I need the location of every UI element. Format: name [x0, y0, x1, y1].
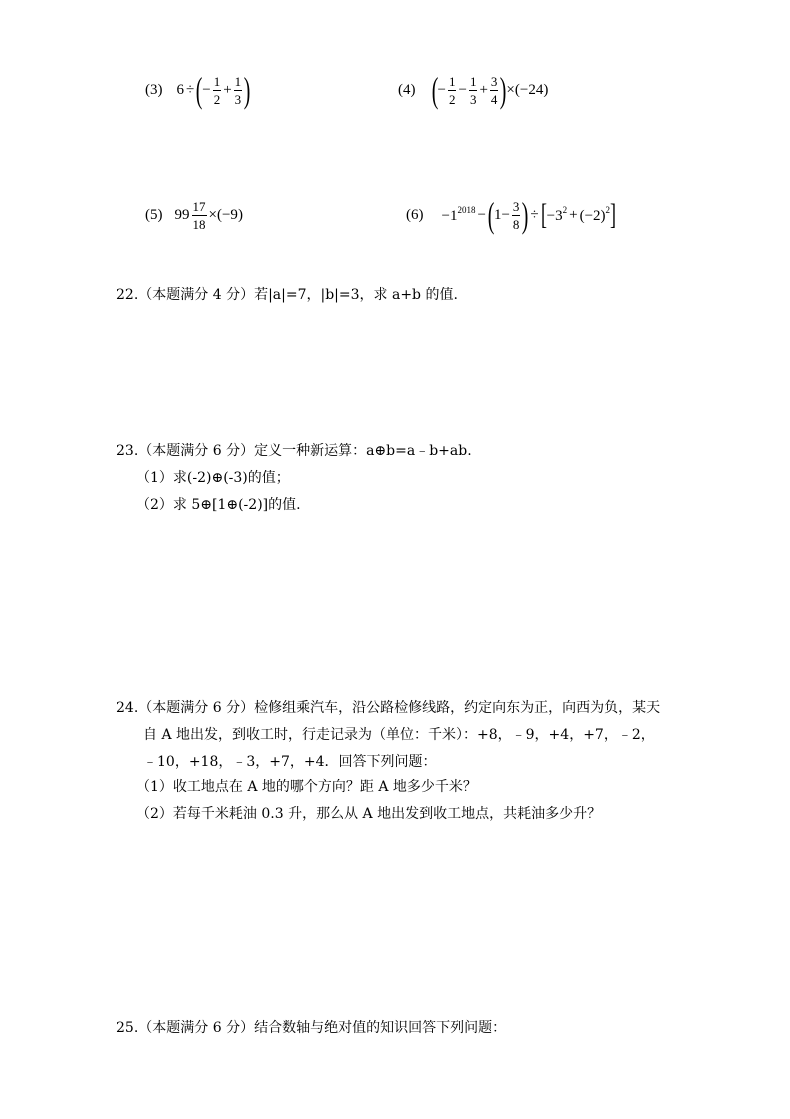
mixed-whole: 99	[174, 206, 190, 223]
plus-sign: +	[569, 206, 578, 223]
fraction-1-3: $\frac{1}{3}$	[234, 73, 242, 107]
question-22: 22.（本题满分 4 分）若|a|=7，|b|=3，求 a+b 的值.	[116, 287, 458, 303]
label-4: (4)	[398, 81, 416, 98]
fraction-3-4: $\frac{3}{4}$	[490, 73, 498, 107]
plus-sign: +	[479, 81, 488, 98]
p4-multiplier: (−24)	[514, 81, 549, 98]
question-23-sub-2: （2）求 5⊕[1⊕(-2)]的值.	[136, 497, 301, 513]
neg-three-squared: $-3^2$	[546, 205, 568, 224]
label-6: (6)	[406, 206, 424, 223]
paren-close: )	[500, 70, 507, 110]
fraction-1-2: $\frac{1}{2}$	[448, 73, 456, 107]
bracket-open: [	[540, 198, 547, 231]
problem-6	[406, 185, 616, 245]
label-3: (3)	[145, 81, 163, 98]
p6-div: ÷	[530, 206, 539, 223]
paren-close: )	[522, 195, 529, 235]
bracket-close: ]	[610, 198, 617, 231]
minus-sign: −	[458, 81, 467, 98]
p5-multiplier: (−9)	[216, 206, 243, 223]
paren-open: (	[195, 70, 203, 110]
problem-5	[145, 185, 243, 245]
question-25: 25.（本题满分 6 分）结合数轴与绝对值的知识回答下列问题：	[116, 1020, 507, 1036]
fraction-17-18: $\frac{17}{18}$	[192, 198, 206, 232]
question-23: 23.（本题满分 6 分）定义一种新运算：a⊕b=a﹣b+ab.	[116, 443, 472, 459]
question-23-sub-1: （1）求(-2)⊕(-3)的值；	[136, 470, 290, 486]
one: 1−	[493, 206, 510, 223]
fraction-1-3: $\frac{1}{3}$	[469, 73, 477, 107]
question-24-sub-2: （2）若每千米耗油 0.3 升，那么从 A 地出发到收工地点，共耗油多少升？	[136, 806, 602, 822]
plus-sign: +	[223, 81, 232, 98]
question-24-line-3: ﹣10，+18，﹣3，+7，+4．回答下列问题：	[143, 754, 437, 770]
problem-4	[398, 60, 548, 120]
question-24-line-2: 自 A 地出发，到收工时，行走记录为（单位：千米）：+8，﹣9，+4，+7，﹣2，	[143, 727, 655, 743]
neg-two-squared: $(-2)^2$	[579, 205, 611, 224]
minus-sign: −	[477, 206, 486, 223]
problem-3	[145, 60, 250, 120]
fraction-3-8: $\frac{3}{8}$	[512, 198, 520, 232]
paren-open: (	[431, 70, 438, 110]
question-24-line-1: 24.（本题满分 6 分）检修组乘汽车，沿公路检修线路，约定向东为正，向西为负，某天	[116, 700, 661, 716]
p3-div: ÷	[186, 81, 195, 98]
question-24-sub-1: （1）收工地点在 A 地的哪个方向？距 A 地多少千米？	[136, 779, 477, 795]
power-term: $-1^{2018}$	[441, 205, 476, 224]
label-5: (5)	[145, 206, 163, 223]
paren-close: )	[243, 70, 251, 110]
minus-sign: −	[202, 81, 211, 98]
p5-times: ×	[208, 206, 217, 223]
p3-dividend: 6	[176, 81, 184, 98]
p4-times: ×	[506, 81, 515, 98]
fraction-1-2: $\frac{1}{2}$	[213, 73, 221, 107]
minus-sign: −	[437, 81, 446, 98]
paren-open: (	[487, 195, 495, 235]
